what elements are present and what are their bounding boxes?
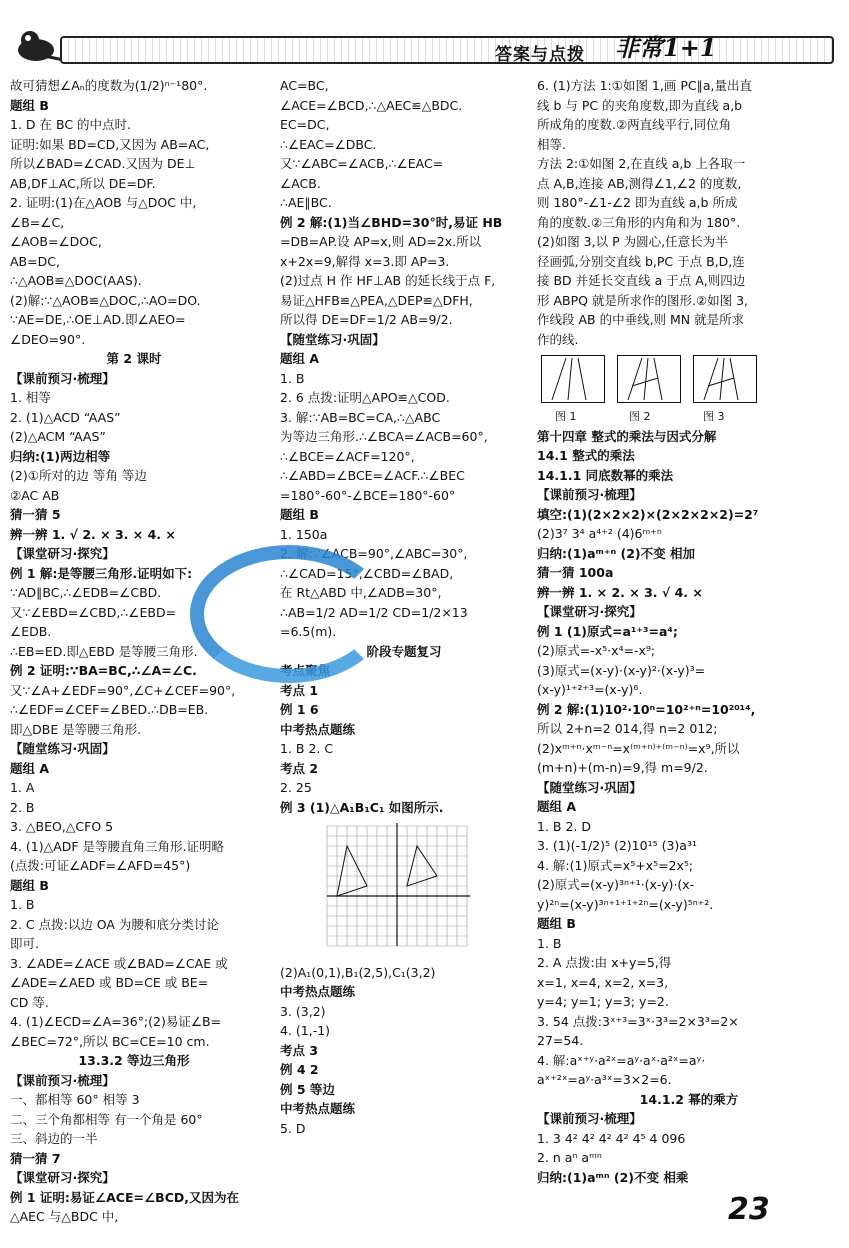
col3-line: 接 BD 并延长交直线 a 于点 A,则四边 <box>537 273 746 288</box>
col1-line: 又∵∠EBD=∠CBD,∴∠EBD= <box>10 604 177 620</box>
col1-line: ∠BEC=72°,所以 BC=CE=10 cm. <box>10 1033 210 1049</box>
col2-line: ∴∠BCE=∠ACF=120°, <box>280 448 415 464</box>
col1-line: ∴EB=ED.即△EBD 是等腰三角形. <box>10 643 198 659</box>
col3-line: 辨一辨 1. × 2. × 3. √ 4. × <box>537 584 703 600</box>
col3-line: 形 ABPQ 就是所求作的图形.②如图 3, <box>537 292 749 308</box>
col1-line: 2. C 点拨:以边 OA 为腰和底分类讨论 <box>10 916 219 932</box>
col1-line: 题组 B <box>10 97 49 113</box>
col1-line: 【课堂研习·探究】 <box>10 546 115 561</box>
col3-line: 1. B 2. D <box>537 818 591 834</box>
col3-line: 径画弧,分别交直线 b,PC 于点 B,D,连 <box>537 253 745 269</box>
col2-line: =6.5(m). <box>280 624 337 639</box>
col3-line: 方法 2:①如图 2,在直线 a,b 上各取一 <box>537 156 746 171</box>
col3-line: 填空:(1)(2×2×2)×(2×2×2×2)=2⁷ <box>537 506 759 522</box>
col2-line: 中考热点题练 <box>280 984 356 999</box>
col2-line: 例 1 6 <box>280 702 319 717</box>
col3-line: 所以 2+n=2 014,得 n=2 012; <box>537 721 718 736</box>
col3-line: 3. 54 点拨:3ˣ⁺³=3ˣ·3³=2×3³=2× <box>537 1013 739 1029</box>
col2-line: 例 4 2 <box>280 1062 319 1077</box>
col1-line: 2. B <box>10 799 35 815</box>
col1-line: 又∵∠A+∠EDF=90°,∠C+∠CEF=90°, <box>10 682 236 698</box>
col1-line: CD 等. <box>10 994 49 1010</box>
figure-caption: 图 1 <box>555 410 577 423</box>
col1-line: 三、斜边的一半 <box>10 1131 98 1146</box>
col2-line: =180°-60°-∠BCE=180°-60° <box>280 487 456 503</box>
col3-line: 相等. <box>537 136 566 152</box>
col2-line: ∴AE∥BC. <box>280 195 332 210</box>
watermark-logo-icon <box>190 545 388 683</box>
col1-line: (点拨:可证∠ADF=∠AFD=45°) <box>10 858 191 873</box>
figure-2-diagram <box>617 355 681 403</box>
col1-line: 题组 A <box>10 760 50 776</box>
col1-line: 例 2 证明:∵BA=BC,∴∠A=∠C. <box>10 663 197 678</box>
col3-line: 归纳:(1)aᵐ⁺ⁿ (2)不变 相加 <box>537 545 695 561</box>
col1-line: ∵AE=DE,∴OE⊥AD.即∠AEO= <box>10 312 186 327</box>
col1-line: 2. 证明:(1)在△AOB 与△DOC 中, <box>10 195 197 210</box>
col3-line: (3)原式=(x-y)·(x-y)²·(x-y)³= <box>537 662 706 678</box>
col1-line: 【随堂练习·巩固】 <box>10 741 115 756</box>
col3-line: 14.1 整式的乘法 <box>537 448 635 463</box>
col3-line: 【课前预习·梳理】 <box>537 1111 642 1126</box>
col1-line: △AEC 与△BDC 中, <box>10 1209 119 1224</box>
col3-line: 4. 解:(1)原式=x⁵+x⁵=2x⁵; <box>537 857 694 873</box>
figure-3-diagram <box>693 355 757 403</box>
col3-line: 【随堂练习·巩固】 <box>537 779 642 795</box>
col3-line: 27=54. <box>537 1033 584 1048</box>
col2-line: (2)A₁(0,1),B₁(2,5),C₁(3,2) <box>280 964 436 980</box>
col1-line: 4. (1)△ADF 是等腰直角三角形.证明略 <box>10 838 225 854</box>
col1-line: ②AC AB <box>10 487 60 503</box>
col3-line: (2)3⁷ 3⁴ a⁴⁺² (4)6ᵐ⁺ⁿ <box>537 526 662 541</box>
col2-line: 1. 150a <box>280 526 328 542</box>
coordinate-grid-figure <box>322 821 472 951</box>
col3-line: 6. (1)方法 1:①如图 1,画 PC∥a,量出直 <box>537 78 752 93</box>
page-header <box>0 0 849 70</box>
col2-line: 考点聚焦 <box>280 663 331 678</box>
col3-line: 线 b 与 PC 的夹角度数,即为直线 a,b <box>537 97 743 113</box>
col3-line: (2)如图 3,以 P 为圆心,任意长为半 <box>537 234 728 249</box>
col2-line: 又∵∠ABC=∠ACB,∴∠EAC= <box>280 156 444 171</box>
col3-line: 作线段 AB 的中垂线,则 MN 就是所求 <box>537 312 745 327</box>
col1-line: 1. B <box>10 897 35 912</box>
col2-line: 2. 6 点拨:证明△APO≌△COD. <box>280 390 450 405</box>
col1-line: 例 1 解:是等腰三角形.证明如下: <box>10 565 193 581</box>
col3-line: 4. 解:aˣ⁺ʸ·a²ˣ=aʸ·aˣ·a²ˣ=aʸ· <box>537 1052 706 1068</box>
col1-line: AB=DC, <box>10 253 60 269</box>
col2-line: EC=DC, <box>280 117 330 132</box>
col2-line: 3. 解:∵AB=BC=CA,∴△ABC <box>280 409 441 425</box>
col2-line: 在 Rt△ABD 中,∠ADB=30°, <box>280 585 442 600</box>
col1-line: 【课堂研习·探究】 <box>10 1170 115 1185</box>
col3-line: 14.1.1 同底数幂的乘法 <box>537 467 674 483</box>
col1-line: ∵AD∥BC,∴∠EDB=∠CBD. <box>10 585 162 600</box>
col1-line: ∠AOB=∠DOC, <box>10 234 102 249</box>
col2-line: 所以得 DE=DF=1/2 AB=9/2. <box>280 312 453 327</box>
col1-line: (2)△ACM “AAS” <box>10 429 106 444</box>
col3-line: y)²ⁿ=(x-y)³ⁿ⁺¹⁺¹⁺²ⁿ=(x-y)⁵ⁿ⁺². <box>537 896 714 912</box>
col2-line: 4. (1,-1) <box>280 1023 331 1038</box>
col2-line: ∴∠ABD=∠BCE=∠ACF.∴∠BEC <box>280 468 465 483</box>
col3-line: 例 2 解:(1)10²·10ⁿ=10²⁺ⁿ=10²⁰¹⁴, <box>537 701 756 717</box>
col1-line: 题组 B <box>10 877 49 893</box>
col1-line: 2. (1)△ACD “AAS” <box>10 409 121 425</box>
col1-line: 即可. <box>10 936 39 951</box>
col2-line: 例 3 (1)△A₁B₁C₁ 如图所示. <box>280 799 444 815</box>
col1-line: 猜一猜 7 <box>10 1150 61 1166</box>
col3-line: 1. B <box>537 935 562 951</box>
col2-line: 题组 A <box>280 351 320 366</box>
col1-line: 1. 相等 <box>10 390 51 405</box>
col1-line: 4. (1)∠ECD=∠A=36°;(2)易证∠B= <box>10 1014 222 1029</box>
col3-line: 2. A 点拨:由 x+y=5,得 <box>537 955 672 970</box>
col1-line: ∴△AOB≌△DOC(AAS). <box>10 273 142 288</box>
col3-line: 第十四章 整式的乘法与因式分解 <box>537 428 717 444</box>
col2-line: 例 2 解:(1)当∠BHD=30°时,易证 HB <box>280 214 503 230</box>
figure-caption: 图 3 <box>703 410 725 423</box>
col1-line: 【课前预习·梳理】 <box>10 1072 115 1088</box>
col2-line: x+2x=9,解得 x=3.即 AP=3. <box>280 253 450 269</box>
col1-line: 一、都相等 60° 相等 3 <box>10 1092 140 1107</box>
col1-line: AB,DF⊥AC,所以 DE=DF. <box>10 175 156 191</box>
col1-line: 所以∠BAD=∠CAD.又因为 DE⊥ <box>10 156 196 171</box>
col1-line: 例 1 证明:易证∠ACE=∠BCD,又因为在 <box>10 1189 239 1205</box>
col2-line: 例 5 等边 <box>280 1081 335 1097</box>
col2-line: 为等边三角形.∴∠BCA=∠ACB=60°, <box>280 429 488 444</box>
col3-line: 点 A,B,连接 AB,测得∠1,∠2 的度数, <box>537 175 742 191</box>
col3-line: (2)原式=(x-y)³ⁿ⁺¹·(x-y)·(x- <box>537 877 695 892</box>
col1-line: 证明:如果 BD=CD,又因为 AB=AC, <box>10 136 210 152</box>
col1-line: 【课前预习·梳理】 <box>10 370 115 386</box>
col2-line: 中考热点题练 <box>280 1101 356 1116</box>
col2-line: (2)过点 H 作 HF⊥AB 的延长线于点 F, <box>280 273 496 288</box>
header-band <box>60 36 834 64</box>
col2-line: 考点 2 <box>280 760 319 776</box>
figure-row <box>541 355 841 403</box>
col1-line: ∠B=∠C, <box>10 214 65 230</box>
col2-line: 2. 解:∵∠ACB=90°,∠ABC=30°, <box>280 546 468 561</box>
col3-line: 【课前预习·梳理】 <box>537 487 642 502</box>
col3-line: 1. 3 4² 4² 4² 4² 4⁵ 4 096 <box>537 1130 686 1146</box>
col1-line: 故可猜想∠Aₙ的度数为(1/2)ⁿ⁻¹80°. <box>10 78 208 93</box>
column-right <box>537 76 841 1187</box>
col3-line: (2)xᵐ⁺ⁿ·xᵐ⁻ⁿ=x⁽ᵐ⁺ⁿ⁾⁺⁽ᵐ⁻ⁿ⁾=x⁹,所以 <box>537 740 740 756</box>
col1-line: ∠ADE=∠AED 或 BD=CE 或 BE= <box>10 975 209 990</box>
col3-line: 【课堂研习·探究】 <box>537 604 642 619</box>
col2-line: 题组 B <box>280 507 319 522</box>
col3-line: 题组 A <box>537 799 577 814</box>
col2-line: 1. B 2. C <box>280 741 334 756</box>
col2-line: ∠ACB. <box>280 175 321 191</box>
header-brand: 非常1+1 <box>615 33 717 62</box>
col1-line: 猜一猜 5 <box>10 507 61 522</box>
col3-line: y=4; y=1; y=3; y=2. <box>537 994 669 1009</box>
header-title: 答案与点拨 <box>495 45 585 65</box>
col3-line: (x-y)¹⁺²⁺³=(x-y)⁶. <box>537 682 643 697</box>
col3-line: aˣ⁺²ˣ=aʸ·a³ˣ=3×2=6. <box>537 1072 672 1087</box>
col3-line: 猜一猜 100a <box>537 565 614 580</box>
col1-line: ∴∠EDF=∠CEF=∠BED.∴DB=EB. <box>10 702 209 717</box>
figure-caption: 图 2 <box>629 410 651 423</box>
col1-line: 3. △BEO,△CFO 5 <box>10 819 114 834</box>
col3-line: (m+n)+(m-n)=9,得 m=9/2. <box>537 760 708 775</box>
col2-line: 【随堂练习·巩固】 <box>280 331 385 347</box>
col2-line: ∴∠CAD=15°,∠CBD=∠BAD, <box>280 565 454 581</box>
col1-line: ∠DEO=90°. <box>10 331 86 347</box>
col2-line: 3. (3,2) <box>280 1003 326 1019</box>
mascot-logo-icon <box>14 26 66 64</box>
col1-line: (2)①所对的边 等角 等边 <box>10 468 147 483</box>
col3-line: 2. n aⁿ aᵐⁿ <box>537 1150 602 1165</box>
col3-line: 则 180°-∠1-∠2 即为直线 a,b 所成 <box>537 195 738 210</box>
col3-line: 14.1.2 幂的乘方 <box>639 1091 739 1107</box>
col1-line: 辨一辨 1. √ 2. × 3. × 4. × <box>10 526 176 542</box>
col2-line: ∴∠EAC=∠DBC. <box>280 136 377 152</box>
figure-1-diagram <box>541 355 605 403</box>
col1-line: 即△DBE 是等腰三角形. <box>10 721 142 737</box>
col3-line: 例 1 (1)原式=a¹⁺³=a⁴; <box>537 623 678 639</box>
col3-line: 归纳:(1)aᵐⁿ (2)不变 相乘 <box>537 1169 689 1185</box>
col2-line: 考点 1 <box>280 682 319 698</box>
col1-line: 二、三个角都相等 有一个角是 60° <box>10 1111 203 1127</box>
col3-line: (2)原式=-x⁵·x⁴=-x⁹; <box>537 643 656 658</box>
col3-line: 作的线. <box>537 331 579 347</box>
col3-line: x=1, x=4, x=2, x=3, <box>537 974 669 990</box>
col1-line: 1. D 在 BC 的中点时. <box>10 117 132 132</box>
col1-line: 3. ∠ADE=∠ACE 或∠BAD=∠CAE 或 <box>10 955 228 971</box>
col2-line: 1. B <box>280 370 305 386</box>
col2-line: 考点 3 <box>280 1042 319 1058</box>
col2-line: 2. 25 <box>280 780 312 795</box>
col2-line: =DB=AP.设 AP=x,则 AD=2x.所以 <box>280 234 482 249</box>
col2-line: 中考热点题练 <box>280 721 356 737</box>
col2-line: AC=BC, <box>280 78 329 93</box>
page-number: 23 <box>728 1192 770 1227</box>
col2-line: ∠ACE=∠BCD,∴△AEC≌△BDC. <box>280 97 463 113</box>
col2-line: ∴AB=1/2 AD=1/2 CD=1/2×13 <box>280 604 468 620</box>
col3-line: 所成角的度数.②两直线平行,同位角 <box>537 117 732 132</box>
col1-line: 第 2 课时 <box>106 351 162 366</box>
col1-line: ∠EDB. <box>10 624 52 639</box>
col3-line: 3. (1)(-1/2)⁵ (2)10¹⁵ (3)a³¹ <box>537 838 697 853</box>
col1-line: 1. A <box>10 780 35 795</box>
col2-line: 阶段专题复习 <box>366 643 442 659</box>
col3-line: 题组 B <box>537 916 576 931</box>
col1-line: (2)解:∵△AOB≌△DOC,∴AO=DO. <box>10 292 201 308</box>
col1-line: 归纳:(1)两边相等 <box>10 448 111 464</box>
col2-line: 5. D <box>280 1120 306 1136</box>
col1-line: 13.3.2 等边三角形 <box>78 1053 190 1068</box>
col2-line: 易证△HFB≌△PEA,△DEP≌△DFH, <box>280 292 473 308</box>
col3-line: 角的度数.②三角形的内角和为 180°. <box>537 214 741 230</box>
